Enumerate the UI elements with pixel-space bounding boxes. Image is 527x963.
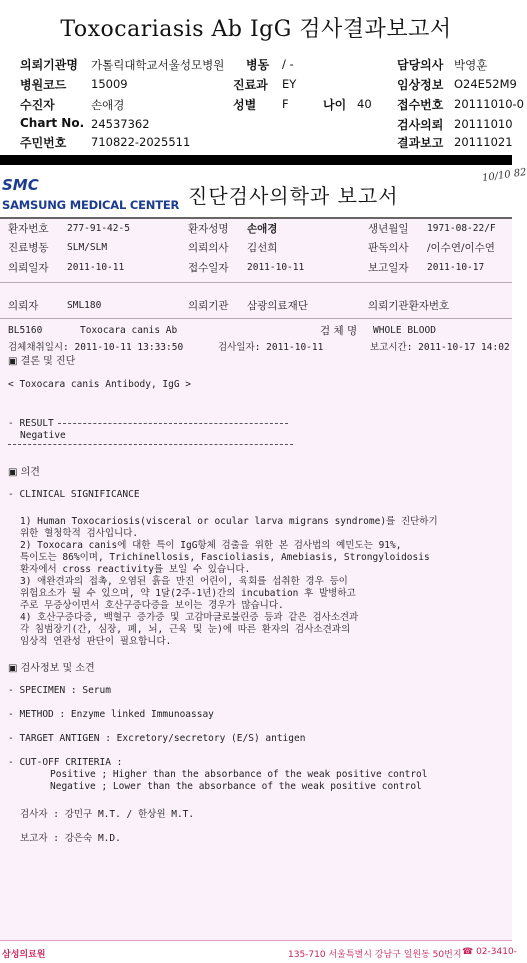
label-ward-2: 진료병동 [8,242,49,254]
method-line: - METHOD : Enzyme linked Immunoassay [8,709,214,720]
report-title: Toxocariasis Ab IgG 검사결과보고서 [60,17,452,42]
label-accession: 접수번호 [397,98,444,112]
clinical-line: 4) 호산구증다증, 백혈구 증가증 및 고감마글로불린증 등과 같은 검사소견과 [20,612,359,623]
label-report-date: 결과보고 [397,136,444,150]
label-doctor: 담당의사 [397,58,444,72]
label-specimen: 검 체 명 [320,325,358,337]
label-clinical-info: 임상정보 [397,78,444,92]
value-birthdate: 1971-08-22/F [427,223,496,234]
clinical-line: 2) Toxocara canis에 대한 특이 IgG항체 검출을 위한 본 검사법의 예민도는 91%, [20,540,402,551]
label-patient: 수진자 [20,98,55,112]
label-requesting-doctor: 의뢰의사 [188,242,229,254]
label-department: 진료과 [233,78,268,92]
top-rule [0,217,512,219]
clinical-line: 주로 무증상이면서 호산구증다증을 보이는 경우가 많습니다. [20,600,284,611]
cutoff-line: - CUT-OFF CRITERIA : [8,757,123,768]
value-receipt-date: 2011-10-11 [247,262,305,273]
value-clinical-info: O24E52M9 [454,77,517,91]
clinical-line: 각 침범장기(간, 심장, 폐, 뇌, 근육 및 눈)에 따른 환자의 검사소견과의 [20,624,351,635]
rule-2 [0,318,512,319]
label-request-date-2: 의뢰일자 [8,262,49,274]
antibody-name: < Toxocara canis Antibody, IgG > [8,379,192,390]
label-patient-no: 환자번호 [8,223,49,235]
value-requester: SML180 [67,300,102,311]
clinical-line: 위한 혈청학적 검사입니다. [20,528,139,539]
clinical-heading: - CLINICAL SIGNIFICANCE [8,489,140,500]
specimen-line: - SPECIMEN : Serum [8,685,111,696]
label-requesting-institution: 의뢰기관 [188,300,229,312]
label-sex: 성별 [233,98,257,112]
separator-band [0,155,512,165]
value-report-date: 20111021 [454,135,513,149]
label-request-date: 검사의뢰 [397,118,444,132]
footer-hospital: 삼성의료원 [2,950,46,960]
value-department: EY [282,77,297,91]
label-ward: 병동 [246,58,270,72]
label-age: 나이 [323,98,347,112]
value-request-date: 20111010 [454,117,513,131]
test-name: Toxocara canis Ab [80,325,178,336]
value-patient-no: 277-91-42-5 [67,223,130,234]
value-patient-name: 손애경 [247,223,278,235]
value-requesting-doctor: 김선희 [247,242,278,254]
clinical-line: 1) Human Toxocariosis(visceral or ocular larva migrans syndrome)를 진단하기 [20,516,438,527]
clinical-line: 임상적 연관성 판단이 필요합니다. [20,636,172,647]
examiner-line: 검사자 : 강민구 M.T. / 한상윈 M.T. [20,809,195,820]
collection-time: 검체채취일시: 2011-10-11 13:33:50 [8,342,184,353]
exam-date: 검사일자: 2011-10-11 [218,342,324,353]
value-sex: F [282,97,289,111]
value-specimen: WHOLE BLOOD [373,325,436,336]
value-doctor: 박영훈 [454,58,488,72]
value-resident-no: 710822-2025511 [91,135,191,149]
label-institution: 의뢰기관명 [20,58,78,72]
value-hospital-code: 15009 [91,77,128,91]
clinical-line: 특이도는 86%이며, Trichinellosis, Fascioliasis, Amebiasis, Strongyloidosis [20,552,430,563]
label-reading-doctor: 판독의사 [368,242,409,254]
result-label: - RESULT [8,418,54,429]
footer-address: 135-710 서울특별시 강남구 일원동 50번지 [288,950,462,960]
label-chart-no: Chart No. [20,116,85,130]
footer-phone: ☎ 02-3410- [462,947,517,957]
value-report-date-2: 2011-10-17 [427,262,485,273]
value-accession: 20111010-0 [454,97,524,111]
report-time: 보고시간: 2011-10-17 14:02 [370,342,510,353]
value-request-date-2: 2011-10-11 [67,262,125,273]
smc-logo: SMC [2,176,39,194]
label-resident-no: 주민번호 [20,136,67,150]
clinical-line: 환자에서 cross reactivity를 보일 수 있습니다. [20,564,251,575]
value-ward-2: SLM/SLM [67,242,108,253]
target-antigen-line: - TARGET ANTIGEN : Excretory/secretory (E/S) antigen [8,733,306,744]
result-dash-bottom [8,444,293,445]
negative-criteria: Negative ; Lower than the absorbance of the weak positive control [50,781,422,792]
label-report-date-2: 보고일자 [368,262,409,274]
result-value: Negative [20,430,66,441]
clinical-line: 위험요소가 될 수 있으며, 약 1달(2주-1년)간의 incubation 후 발병하고 [20,588,356,599]
reporter-line: 보고자 : 강은숙 M.D. [20,833,121,844]
value-institution: 가톨릭대학교서울성모병원 [91,58,225,72]
test-info-heading: ▣ 검사정보 및 소견 [8,663,95,674]
value-ward: / - [282,57,294,71]
label-hospital-code: 병원코드 [20,78,67,92]
label-receipt-date: 접수일자 [188,262,229,274]
clinical-line: 3) 애완견과의 접촉, 오염된 흙을 만진 어린이, 육회를 섭취한 경우 등이 [20,576,348,587]
smc-logo-text: SAMSUNG MEDICAL CENTER [2,198,180,212]
lab-report-title: 진단검사의학과 보고서 [188,184,399,208]
label-patient-name: 환자성명 [188,223,229,235]
label-requester: 의뢰자 [8,300,39,312]
value-requesting-institution: 삼광의료재단 [247,300,308,312]
positive-criteria: Positive ; Higher than the absorbance of the weak positive control [50,769,428,780]
result-heading: ▣ 결론 및 진단 [8,356,76,367]
test-code: BL5160 [8,325,43,336]
value-age: 40 [357,97,372,111]
value-chart-no: 24537362 [91,117,150,131]
handwritten-note: 10/10 82 [481,166,527,185]
label-birthdate: 생년월일 [368,223,409,235]
rule-1 [0,282,512,283]
opinion-heading: ▣ 의견 [8,467,40,478]
value-patient: 손애경 [91,98,125,112]
label-institution-patient-no: 의뢰기관환자번호 [368,300,450,312]
value-reading-doctor: /이수연/이수연 [427,242,495,254]
result-dash-line [58,423,288,424]
